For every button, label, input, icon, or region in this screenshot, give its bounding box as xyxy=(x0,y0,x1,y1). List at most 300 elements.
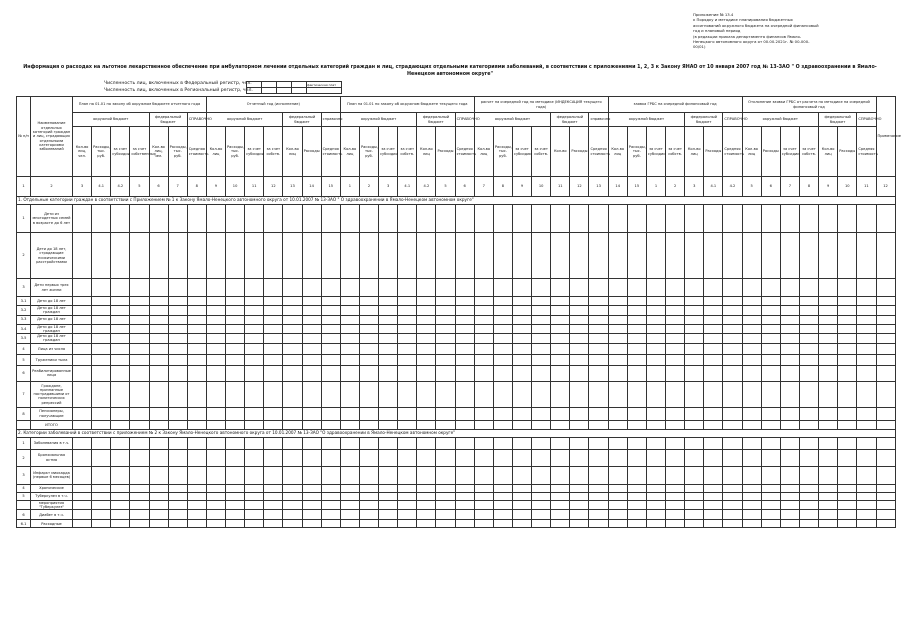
data-cell xyxy=(780,520,799,528)
data-cell xyxy=(417,381,436,407)
data-cell xyxy=(704,449,723,466)
data-cell xyxy=(742,420,761,429)
data-cell xyxy=(723,381,742,407)
data-cell xyxy=(264,279,283,297)
data-cell xyxy=(321,492,340,500)
data-cell xyxy=(92,233,111,279)
data-cell xyxy=(73,492,92,500)
data-cell xyxy=(551,233,570,279)
data-cell xyxy=(666,449,685,466)
data-cell xyxy=(570,279,589,297)
data-cell xyxy=(302,500,321,510)
data-cell xyxy=(608,492,627,500)
column-number: 4.2 xyxy=(723,177,742,197)
data-cell xyxy=(646,381,665,407)
data-cell xyxy=(73,420,92,429)
data-cell xyxy=(340,205,359,233)
data-cell xyxy=(685,449,704,466)
data-cell xyxy=(685,343,704,354)
data-cell xyxy=(685,500,704,510)
column-number: 7 xyxy=(780,177,799,197)
data-cell xyxy=(799,449,818,466)
data-cell xyxy=(226,520,245,528)
header-subgroup: окружной бюджет xyxy=(742,113,819,127)
data-cell xyxy=(321,306,340,316)
header-column: Кол-во лиц xyxy=(283,127,302,177)
data-cell xyxy=(168,315,187,324)
data-cell xyxy=(111,510,130,520)
data-cell xyxy=(551,492,570,500)
column-number: 8 xyxy=(493,177,512,197)
data-cell xyxy=(685,324,704,334)
data-cell xyxy=(627,466,646,484)
data-cell xyxy=(627,315,646,324)
data-cell xyxy=(761,420,780,429)
header-column: Кол-во лиц xyxy=(685,127,704,177)
data-cell xyxy=(876,437,895,449)
data-cell xyxy=(283,500,302,510)
data-cell xyxy=(666,343,685,354)
data-cell xyxy=(589,315,608,324)
data-cell xyxy=(73,334,92,344)
data-cell xyxy=(455,354,474,365)
data-cell xyxy=(570,297,589,306)
data-cell xyxy=(857,492,876,500)
data-cell xyxy=(761,334,780,344)
data-cell xyxy=(761,343,780,354)
column-number: 4.1 xyxy=(92,177,111,197)
data-cell xyxy=(474,484,493,492)
data-cell xyxy=(398,492,417,500)
column-number: 2 xyxy=(666,177,685,197)
header-column: за счет собств. xyxy=(799,127,818,177)
data-cell xyxy=(646,500,665,510)
data-cell xyxy=(226,466,245,484)
data-cell xyxy=(646,407,665,420)
data-cell xyxy=(340,297,359,306)
data-cell xyxy=(264,334,283,344)
row-number: 6.1 xyxy=(17,520,31,528)
expenses-table xyxy=(16,96,901,528)
data-cell xyxy=(723,279,742,297)
data-cell xyxy=(551,437,570,449)
data-cell xyxy=(704,510,723,520)
data-cell xyxy=(876,381,895,407)
data-cell xyxy=(876,520,895,528)
data-cell xyxy=(493,315,512,324)
row-category: Бронхиальная астма xyxy=(31,449,73,466)
data-cell xyxy=(264,407,283,420)
data-cell xyxy=(493,449,512,466)
data-cell xyxy=(589,407,608,420)
data-cell xyxy=(168,233,187,279)
row-number: 4 xyxy=(17,484,31,492)
data-cell xyxy=(92,324,111,334)
row-number: 3-3 xyxy=(17,315,31,324)
data-cell xyxy=(455,306,474,316)
column-number: 11 xyxy=(551,177,570,197)
data-cell xyxy=(340,437,359,449)
data-cell xyxy=(321,343,340,354)
data-cell xyxy=(168,437,187,449)
header-column: Расходы xyxy=(838,127,857,177)
data-cell xyxy=(857,334,876,344)
data-cell xyxy=(799,510,818,520)
data-cell xyxy=(149,279,168,297)
column-number: 15 xyxy=(321,177,340,197)
data-cell xyxy=(646,484,665,492)
column-number: 6 xyxy=(455,177,474,197)
data-cell xyxy=(723,420,742,429)
header-column: Средняя стоимость xyxy=(857,127,876,177)
data-cell xyxy=(780,315,799,324)
data-cell xyxy=(149,437,168,449)
data-cell xyxy=(551,334,570,344)
data-cell xyxy=(742,315,761,324)
data-cell xyxy=(838,449,857,466)
data-cell xyxy=(551,500,570,510)
data-cell xyxy=(627,500,646,510)
data-cell xyxy=(168,484,187,492)
data-cell xyxy=(149,365,168,381)
data-cell xyxy=(723,334,742,344)
data-cell xyxy=(149,324,168,334)
data-cell xyxy=(245,500,264,510)
data-cell xyxy=(340,492,359,500)
data-cell xyxy=(379,449,398,466)
data-cell xyxy=(226,334,245,344)
column-number: 6 xyxy=(149,177,168,197)
data-cell xyxy=(321,324,340,334)
data-cell xyxy=(742,520,761,528)
data-cell xyxy=(819,233,838,279)
data-cell xyxy=(226,306,245,316)
data-cell xyxy=(92,407,111,420)
data-cell xyxy=(627,420,646,429)
data-cell xyxy=(321,365,340,381)
data-cell xyxy=(780,449,799,466)
data-cell xyxy=(436,407,455,420)
data-cell xyxy=(398,381,417,407)
data-cell xyxy=(321,420,340,429)
table-row xyxy=(17,279,896,297)
data-cell xyxy=(493,343,512,354)
data-cell xyxy=(493,334,512,344)
data-cell xyxy=(799,407,818,420)
data-cell xyxy=(493,520,512,528)
column-number: 2 xyxy=(31,177,73,197)
data-cell xyxy=(589,484,608,492)
table-row xyxy=(17,306,896,316)
data-cell xyxy=(398,484,417,492)
data-cell xyxy=(646,492,665,500)
data-cell xyxy=(780,233,799,279)
table-row xyxy=(17,343,896,354)
row-number: 2 xyxy=(17,233,31,279)
data-cell xyxy=(608,324,627,334)
data-cell xyxy=(799,466,818,484)
data-cell xyxy=(398,420,417,429)
data-cell xyxy=(340,407,359,420)
data-cell xyxy=(379,233,398,279)
data-cell xyxy=(149,520,168,528)
data-cell xyxy=(436,324,455,334)
header-column: за счет субсидии xyxy=(245,127,264,177)
data-cell xyxy=(226,381,245,407)
data-cell xyxy=(666,437,685,449)
data-cell xyxy=(761,365,780,381)
header-column: Расходы xyxy=(436,127,455,177)
data-cell xyxy=(838,520,857,528)
data-cell xyxy=(302,492,321,500)
data-cell xyxy=(245,449,264,466)
data-cell xyxy=(532,297,551,306)
data-cell xyxy=(570,520,589,528)
data-cell xyxy=(685,233,704,279)
data-cell xyxy=(226,354,245,365)
data-cell xyxy=(321,297,340,306)
data-cell xyxy=(532,420,551,429)
data-cell xyxy=(646,297,665,306)
data-cell xyxy=(570,420,589,429)
data-cell xyxy=(245,354,264,365)
data-cell xyxy=(704,354,723,365)
header-column: за счет собств. xyxy=(264,127,283,177)
data-cell xyxy=(799,233,818,279)
data-cell xyxy=(857,205,876,233)
row-category: Пенсионеры, получающие xyxy=(31,407,73,420)
data-cell xyxy=(245,365,264,381)
data-cell xyxy=(340,233,359,279)
data-cell xyxy=(264,420,283,429)
data-cell xyxy=(838,205,857,233)
data-cell xyxy=(264,365,283,381)
data-cell xyxy=(876,365,895,381)
data-cell xyxy=(187,324,206,334)
data-cell xyxy=(206,315,225,324)
data-cell xyxy=(761,520,780,528)
data-cell xyxy=(379,205,398,233)
data-cell xyxy=(187,484,206,492)
data-cell xyxy=(379,437,398,449)
data-cell xyxy=(876,233,895,279)
data-cell xyxy=(646,324,665,334)
data-cell xyxy=(742,233,761,279)
data-cell xyxy=(493,324,512,334)
data-cell xyxy=(799,205,818,233)
data-cell xyxy=(149,381,168,407)
data-cell xyxy=(111,500,130,510)
data-cell xyxy=(455,233,474,279)
data-cell xyxy=(359,315,378,324)
column-number: 3 xyxy=(379,177,398,197)
data-cell xyxy=(359,297,378,306)
data-cell xyxy=(398,324,417,334)
data-cell xyxy=(570,381,589,407)
header-column: Кол-во лиц xyxy=(608,127,627,177)
appendix-line: к Порядку и методике планирования бюджетных xyxy=(693,17,793,23)
data-cell xyxy=(130,484,149,492)
data-cell xyxy=(245,492,264,500)
data-cell xyxy=(780,381,799,407)
row-number: 5 xyxy=(17,354,31,365)
header-column: за счет собственных xyxy=(130,127,149,177)
data-cell xyxy=(226,500,245,510)
data-cell xyxy=(398,520,417,528)
row-number: 3-5 xyxy=(17,334,31,344)
data-cell xyxy=(302,297,321,306)
row-number: 6 xyxy=(17,365,31,381)
data-cell xyxy=(493,484,512,492)
data-cell xyxy=(111,354,130,365)
data-cell xyxy=(302,420,321,429)
data-cell xyxy=(532,354,551,365)
data-cell xyxy=(302,466,321,484)
data-cell xyxy=(73,500,92,510)
data-cell xyxy=(723,500,742,510)
data-cell xyxy=(111,437,130,449)
data-cell xyxy=(302,233,321,279)
data-cell xyxy=(799,343,818,354)
data-cell xyxy=(111,297,130,306)
data-cell xyxy=(666,520,685,528)
row-number: 8 xyxy=(17,407,31,420)
data-cell xyxy=(532,500,551,510)
column-number: 14 xyxy=(302,177,321,197)
data-cell xyxy=(92,354,111,365)
data-cell xyxy=(838,279,857,297)
data-cell xyxy=(876,484,895,492)
data-cell xyxy=(551,484,570,492)
data-cell xyxy=(723,484,742,492)
data-cell xyxy=(187,449,206,466)
data-cell xyxy=(666,365,685,381)
data-cell xyxy=(455,315,474,324)
data-cell xyxy=(532,466,551,484)
row-category: Расходные xyxy=(31,520,73,528)
data-cell xyxy=(226,205,245,233)
data-cell xyxy=(570,324,589,334)
data-cell xyxy=(379,466,398,484)
column-number: 5 xyxy=(130,177,149,197)
data-cell xyxy=(819,324,838,334)
data-cell xyxy=(73,407,92,420)
data-cell xyxy=(111,233,130,279)
data-cell xyxy=(685,466,704,484)
data-cell xyxy=(589,437,608,449)
data-cell xyxy=(512,466,531,484)
header-group: заявка ГРБС на очередной финансовый год xyxy=(608,97,742,113)
data-cell xyxy=(359,492,378,500)
data-cell xyxy=(111,484,130,492)
data-cell xyxy=(302,365,321,381)
data-cell xyxy=(206,484,225,492)
data-cell xyxy=(130,520,149,528)
data-cell xyxy=(723,306,742,316)
data-cell xyxy=(226,492,245,500)
data-cell xyxy=(321,449,340,466)
data-cell xyxy=(398,279,417,297)
data-cell xyxy=(570,365,589,381)
data-cell xyxy=(819,306,838,316)
header-column: Средняя стоимость xyxy=(187,127,206,177)
data-cell xyxy=(168,279,187,297)
data-cell xyxy=(111,306,130,316)
data-cell xyxy=(551,520,570,528)
data-cell xyxy=(340,466,359,484)
data-cell xyxy=(474,365,493,381)
data-cell xyxy=(589,354,608,365)
data-cell xyxy=(819,279,838,297)
data-cell xyxy=(608,500,627,510)
data-cell xyxy=(627,365,646,381)
data-cell xyxy=(92,315,111,324)
data-cell xyxy=(206,343,225,354)
column-number: 12 xyxy=(570,177,589,197)
data-cell xyxy=(493,381,512,407)
data-cell xyxy=(493,306,512,316)
header-subgroup: окружной бюджет xyxy=(340,113,417,127)
data-cell xyxy=(111,343,130,354)
data-cell xyxy=(206,449,225,466)
data-cell xyxy=(149,354,168,365)
data-cell xyxy=(627,407,646,420)
column-number: 7 xyxy=(474,177,493,197)
data-cell xyxy=(666,492,685,500)
data-cell xyxy=(742,365,761,381)
header-column: Средняя стоимость xyxy=(723,127,742,177)
data-cell xyxy=(685,306,704,316)
data-cell xyxy=(761,279,780,297)
data-cell xyxy=(436,279,455,297)
data-cell xyxy=(283,437,302,449)
data-cell xyxy=(666,420,685,429)
data-cell xyxy=(111,205,130,233)
data-cell xyxy=(704,365,723,381)
data-cell xyxy=(857,324,876,334)
data-cell xyxy=(187,297,206,306)
data-cell xyxy=(130,365,149,381)
data-cell xyxy=(417,492,436,500)
data-cell xyxy=(302,343,321,354)
data-cell xyxy=(417,466,436,484)
data-cell xyxy=(589,306,608,316)
data-cell xyxy=(264,510,283,520)
column-number: 13 xyxy=(589,177,608,197)
data-cell xyxy=(493,492,512,500)
data-cell xyxy=(398,205,417,233)
appendix-line: 00/01) xyxy=(693,44,706,50)
column-number: 5 xyxy=(436,177,455,197)
data-cell xyxy=(608,407,627,420)
data-cell xyxy=(359,437,378,449)
data-cell xyxy=(187,381,206,407)
data-cell xyxy=(819,500,838,510)
data-cell xyxy=(646,437,665,449)
data-cell xyxy=(608,365,627,381)
data-cell xyxy=(819,315,838,324)
data-cell xyxy=(226,324,245,334)
data-cell xyxy=(245,484,264,492)
data-cell xyxy=(780,420,799,429)
data-cell xyxy=(857,437,876,449)
data-cell xyxy=(226,420,245,429)
data-cell xyxy=(627,381,646,407)
data-cell xyxy=(436,297,455,306)
table-row xyxy=(17,520,896,528)
row-category: Дети до 18 лет, страдающие психическими расстройствами xyxy=(31,233,73,279)
data-cell xyxy=(493,354,512,365)
